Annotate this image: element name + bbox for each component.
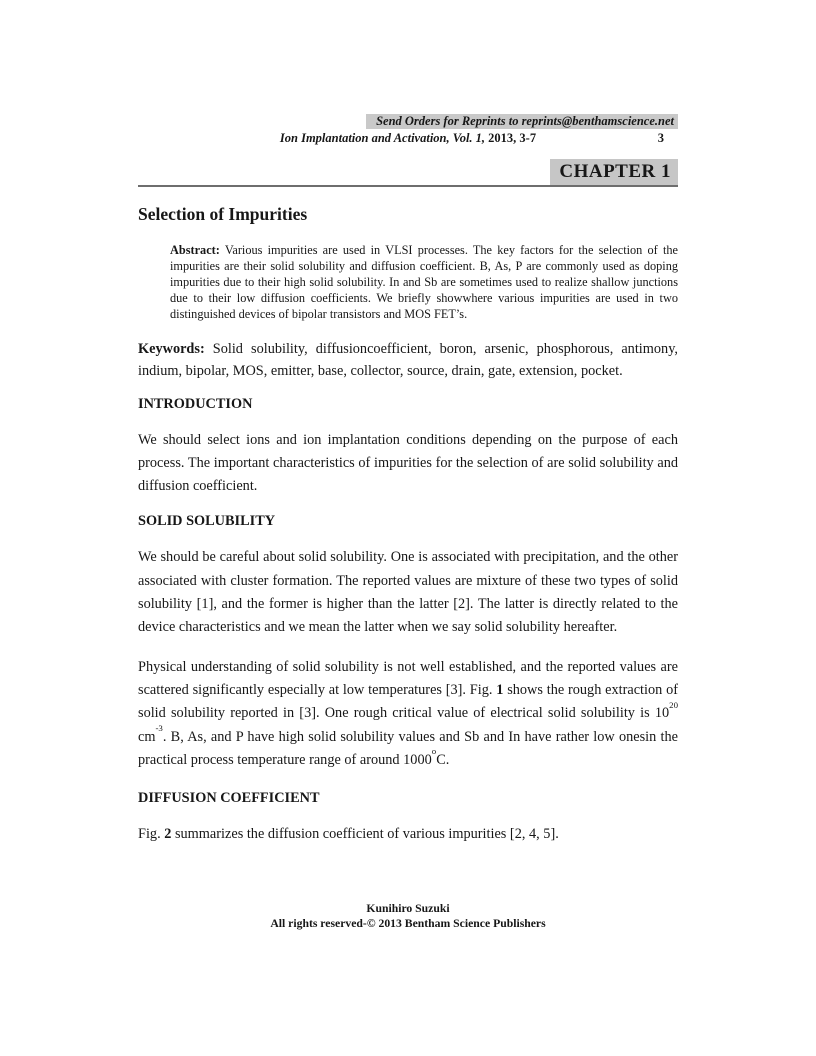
solid-solubility-paragraph-2 (138, 656, 678, 772)
text-segment: cm (138, 728, 156, 745)
section-heading-introduction: INTRODUCTION (138, 395, 253, 412)
journal-reference-details: 2013, 3-7 (485, 131, 537, 145)
page-footer (0, 902, 816, 931)
section-heading-solid-solubility: SOLID SOLUBILITY (138, 513, 276, 530)
page-content (138, 0, 678, 846)
abstract-text: Various impurities are used in VLSI processes. The key factors for the selection of the impurities are their solid solubility and diffusion coefficient. B, As, P are commonly used as doping impurities due to their high solid solubility. In and Sb are sometimes used to realize shallow junctions due to their low diffusion coefficients. We briefly showwhere various impurities are used in two distinguished devices of bipolar transistors and MOS FET’s. (170, 243, 678, 321)
superscript-degree: o (431, 746, 437, 757)
abstract-paragraph (170, 242, 678, 322)
solid-solubility-paragraph-1: We should be careful about solid solubility. One is associated with precipitation, and the other associated with cluster formation. The reported values are mixture of these two types of solid solubility [1], and the former is higher than the latter [2]. The latter is directly related to the device characteristics and we mean the latter when we say solid solubility hereafter. (138, 549, 678, 636)
abstract-label: Abstract: (170, 243, 220, 257)
superscript-exponent: -3 (155, 722, 163, 733)
reprint-notice: Send Orders for Reprints to reprints@benthamscience.net (366, 114, 678, 129)
text-segment: Fig. (138, 826, 165, 843)
page-number: 3 (657, 131, 664, 145)
figure-1-reference: 1 (496, 681, 504, 698)
section-heading-diffusion-coefficient: DIFFUSION COEFFICIENT (138, 790, 320, 807)
journal-reference-title: Ion Implantation and Activation, Vol. 1, (279, 131, 486, 145)
keywords-text: Solid solubility, diffusioncoefficient, boron, arsenic, phosphorous, antimony, indium, bipolar, MOS, emitter, base, collector, source, drain, gate, extension, pocket. (138, 341, 678, 380)
chapter-label: CHAPTER 1 (550, 159, 678, 185)
text-segment: C. (436, 751, 450, 768)
text-segment: shows the rough extraction of solid solubility reported in [3]. One rough critical value of electrical solid solubility is 10 (138, 681, 678, 722)
header-rule (138, 159, 678, 187)
diffusion-coefficient-paragraph (138, 823, 678, 846)
text-segment: summarizes the diffusion coefficient of various impurities [2, 4, 5]. (171, 826, 559, 843)
text-segment: Physical understanding of solid solubility is not well established, and the reported values are scattered significantly especially at low temperatures [3]. Fig. (138, 658, 678, 698)
footer-copyright: All rights reserved-© 2013 Bentham Science Publishers (270, 916, 546, 930)
superscript-exponent: 20 (669, 699, 678, 710)
chapter-title: Selection of Impurities (138, 204, 308, 224)
reprint-notice-line (138, 114, 678, 129)
text-segment: . B, As, and P have high solid solubility values and Sb and In have rather low onesin the practical process temperature range of around 1000 (138, 728, 678, 768)
keywords-label: Keywords: (138, 341, 205, 357)
figure-2-reference: 2 (164, 826, 172, 843)
journal-reference-line (138, 131, 678, 146)
introduction-paragraph: We should select ions and ion implantation conditions depending on the purpose of each process. The important characteristics of impurities for the selection of are solid solubility and diffusion coefficient. (138, 431, 678, 495)
footer-author: Kunihiro Suzuki (366, 902, 450, 915)
keywords-paragraph (138, 338, 678, 383)
